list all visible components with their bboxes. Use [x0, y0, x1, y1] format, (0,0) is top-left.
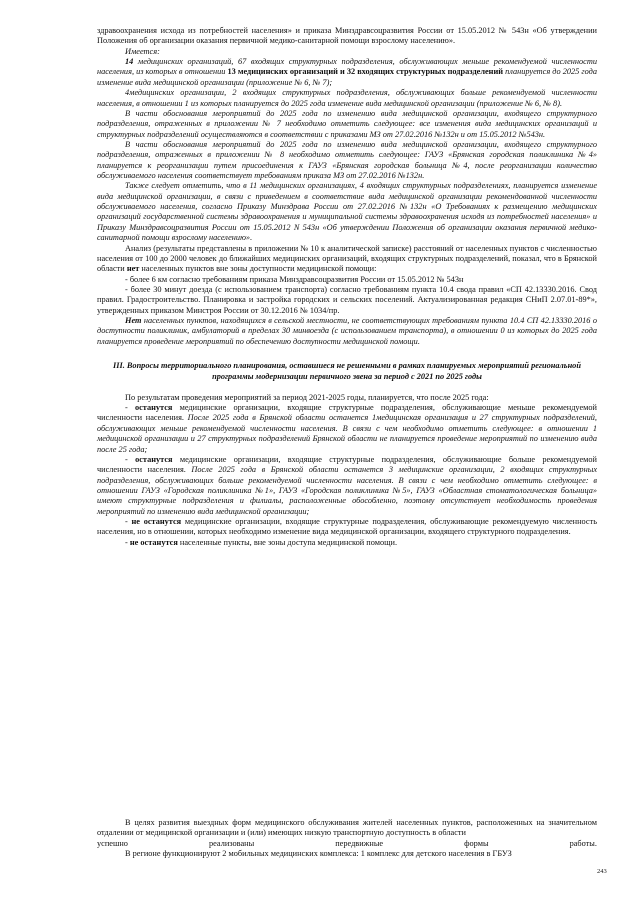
- text-italic: медицинских организаций, 67 входящих структурных подразделения, обслуживающих меньше рекомендуемой численности населения, из которых в отношении: [97, 57, 597, 77]
- section-heading: III. Вопросы территориального планирования, оставшиеся не решенными в рамках планируемых мероприятий региональной программы модернизации первичного звена за период с 2021 по 2025 годы: [113, 361, 581, 381]
- paragraph-no-settlements: [97, 316, 597, 347]
- text: -: [125, 517, 132, 527]
- text-bold: нет: [126, 264, 140, 274]
- text: населенные пункты, вне зоны доступа медицинской помощи.: [177, 537, 398, 547]
- text-bold: 13 медицинских организаций и 32 входящих структурных подразделений: [227, 67, 504, 77]
- paragraph-not-remain-settlements: [97, 538, 597, 548]
- text-bold: останутся: [135, 454, 173, 464]
- text: медицинские организации, входящие структурные подразделения, обслуживающие рекомендуемую численность населения, но в отношении, которых необходимо изменение вида медицинской организации, входящего структурного подразделения.: [97, 517, 597, 537]
- text: -: [125, 454, 136, 464]
- text: Анализ (результаты представлены в приложении № 10 к аналитической записке) расстояний от населенных пунктов с численностью населения от 100 до 2000 человек до ближайших медицинских организаций, входящих структурных подразделений, показал, что в Брянской области: [97, 243, 597, 274]
- word: реализованы: [209, 838, 255, 848]
- document-body: [97, 26, 597, 548]
- text: населенных пунктов вне зоны доступности медицинской помощи:: [139, 264, 377, 274]
- text-bold: не останутся: [131, 517, 182, 527]
- text: -: [125, 403, 135, 413]
- text-bold: не останутся: [129, 537, 178, 547]
- paragraph-14-organizations: [97, 57, 597, 88]
- text: медицинские организации, входящие структурные подразделения, обслуживающие меньше рекомендуемой численности населения.: [97, 403, 597, 423]
- word: успешно: [97, 838, 128, 848]
- paragraph-6km: - более 6 км согласно требованиям приказа Минздравсоцразвития России от 15.05.2012 № 543н: [125, 274, 464, 284]
- spacer: [97, 347, 597, 361]
- paragraph-available: Имеется:: [125, 46, 160, 56]
- spacer: [97, 383, 597, 393]
- text-italic: населенных пунктов, находящихся в сельской местности, не соответствующих требованиям пункта 10.4 СП 42.13330.2016 о доступности поликлиник, амбулаторий в пределах 30 минвоезда (с использованием транспорта), в отношении 0 из которых до 2025 года планируется проведение мероприятий по обеспечению доступности медицинской помощи.: [97, 316, 597, 346]
- paragraph-1: здравоохранения исхода из потребностей населения» и приказа Минздравсоцразвития России от 15.05.2012 № 543н «Об утверждении Положения об организации оказания первичной медико-санитарной помощи взрослому населению».: [97, 26, 597, 46]
- document-lower-block: [97, 818, 597, 859]
- text-italic: После 2025 года в Брянской области останется 3 медицинские организации, 2 входящих структурных подразделения, обслуживающих больше рекомендуемой численности населения. В связи с чем необходимо отметить следующее: в отношении ГАУЗ «Городская поликлиника №1», ГАУЗ «Городская поликлиника №5», ГАУЗ «Областная стоматологическая больница» имеют структурные подразделения и филиалы, расположенные обособленно, поэтому отсутствует необходимость проведения мероприятий по изменению вида медицинской организации;: [97, 465, 597, 516]
- paragraph-appendix-7: В части обоснования мероприятий до 2025 года по изменению вида медицинской организации, входящего структурного подразделения, отраженных в приложении № 7 необходимо отметить следующее: все изменения вида медицинских организаций и структурных подразделений осуществляются в соответствии с приказами МЗ от 27.02.2016 №132н и от 15.05.2012 №543н.: [97, 108, 597, 139]
- text-italic: планируется до 2025 года изменение вида медицинской организации (приложение № 6, № 7);: [97, 67, 597, 87]
- paragraph-appendix-8: В части обоснования мероприятий до 2025 года по изменению вида медицинской организации, входящего структурного подразделения, отраженных в приложении № 8 необходимо отметить следующее: ГАУЗ «Брянская городская поликлиника №4» планируется к реорганизации путем присоединения к ГАУЗ «Брянская городская больница №4, после реорганизации количество обслуживаемого населения соответствует требованиям приказа МЗ от 27.02.2016 №132н.: [97, 139, 597, 181]
- word: передвижные: [335, 838, 384, 848]
- text: -: [125, 537, 130, 547]
- paragraph-30min: - более 30 минут доезда (с использованием транспорта) согласно требованиям пункта 10.4 свода правил «СП 42.13330.2016. Свод правил. Градостроительство. Планировка и застройка городских и сельских поселений. Актуализированная редакция СНиП 2.07.01-89*», утвержденных приказом Минстроя России от 30.12.2016 № 1034/пр.: [97, 284, 597, 315]
- spread-words-row: [97, 839, 597, 849]
- text-italic: После 2025 года в Брянской области останется 1медицинская организация и 27 структурных подразделений, обслуживающих меньше рекомендуемой численности населения. В связи с чем необходимо отметить следующее: в отношении 1 медицинской организации и 27 структурных подразделений Брянской области не планируется проведение мероприятий по изменению вида после 25 года;: [97, 413, 597, 454]
- paragraph-mobile-complexes: В регионе функционируют 2 мобильных медицинских комплекса: 1 комплекс для детского населения в ГБУЗ: [125, 849, 512, 859]
- paragraph-remain-less: [97, 403, 597, 455]
- paragraph-4-organizations: 4медицинских организации, 2 входящих структурных подразделения, обслуживающих больше рекомендуемой численности населения, в отношении 1 из которых планируется до 2025 года изменение вида медицинской организации (приложение № 6, № 8).: [97, 88, 597, 108]
- text-bold: Нет: [125, 316, 142, 326]
- text-bold: 14: [125, 57, 138, 67]
- word: формы: [464, 838, 489, 848]
- paragraph-mobile-forms: В целях развития выездных форм медицинского обслуживания жителей населенных пунктов, расположенных на значительном отдалении от медицинской организации и (или) имеющих низкую транспортную доступность в области: [97, 818, 597, 838]
- paragraph-results: По результатам проведения мероприятий за период 2021-2025 годы, планируется, что после 2025 года:: [125, 392, 489, 402]
- paragraph-11-organizations: Также следует отметить, что в 11 медицинских организациях, 4 входящих структурных подразделениях, планируется изменение вида медицинской организации, в связи с приведением в соответствие вида медицинской организации рекомендованной численности обслуживаемого населения, согласно Приказу Минздрава России от 27.02.2016 №132н «О Требованиях к размещению медицинских организаций государственной системы здравоохранения и муниципальной системы здравоохранения исходя из потребностей населения» и Приказу Минздравсоцразвития России от 15.05.2012 N 543н «Об утверждении Положения об организации оказания первичной медико-санитарной помощи взрослому населению».: [97, 181, 597, 243]
- paragraph-not-remain-orgs: [97, 517, 597, 538]
- text: медицинские организации, входящие структурные подразделения, обслуживающие больше рекомендуемой численности населения.: [97, 454, 597, 475]
- paragraph-remain-more: [97, 455, 597, 517]
- page-number: 243: [597, 868, 607, 875]
- word: работы.: [569, 838, 597, 848]
- text-bold: останутся: [134, 403, 173, 413]
- paragraph-analysis: [97, 244, 597, 275]
